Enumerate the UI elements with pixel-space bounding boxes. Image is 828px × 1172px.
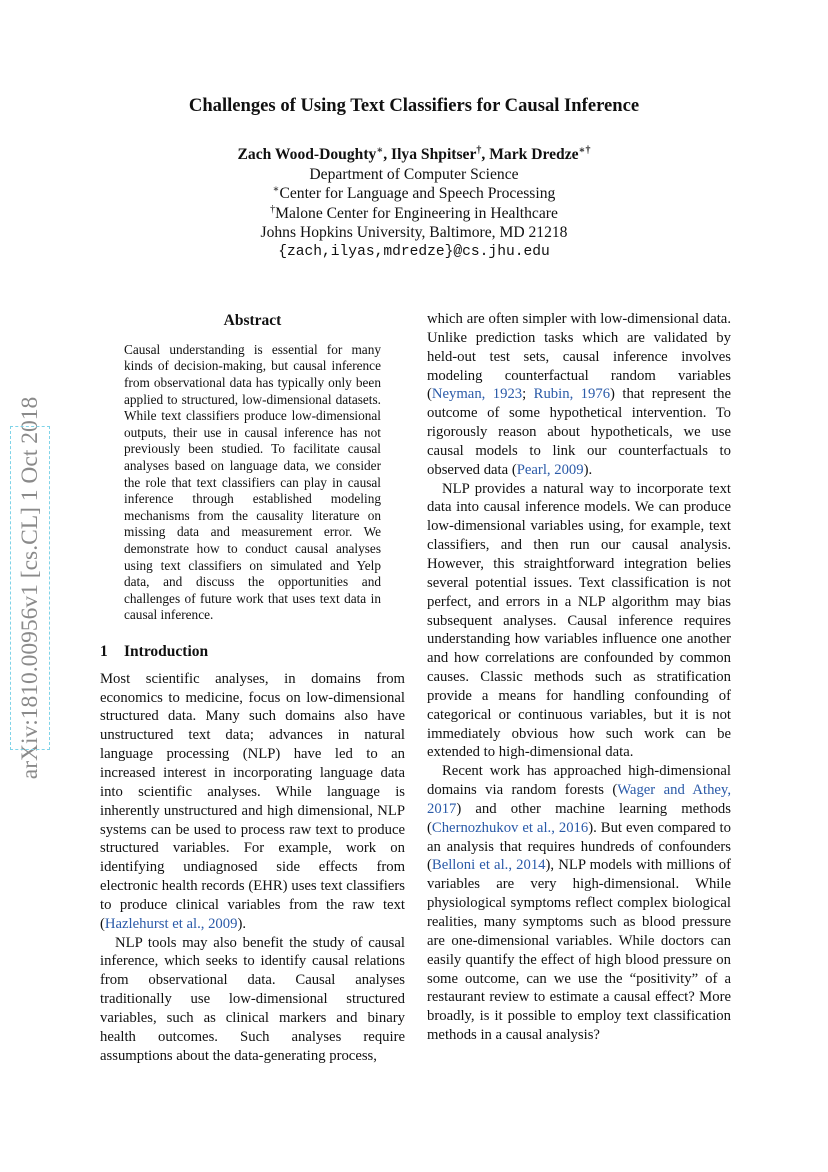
citation-wager-athey[interactable]: Wager and Athey, 2017: [427, 782, 731, 817]
affiliation-1: [0, 184, 828, 204]
university: Johns Hopkins University, Baltimore, MD 21218: [260, 224, 568, 242]
intro-paragraph-2-cont: [427, 310, 731, 480]
r3-text-b: ) and other machine learning methods (: [427, 800, 731, 836]
department: Department of Computer Science: [309, 165, 519, 183]
arxiv-sidebar-stamp[interactable]: arXiv:1810.00956v1 [cs.CL] 1 Oct 2018: [12, 428, 48, 748]
section-heading-introduction: [100, 643, 405, 662]
right-column: [427, 310, 731, 1045]
intro-paragraph-3: NLP provides a natural way to incorporate text data into causal inference models. We can produce low-dimensional variables using, for example, text classifiers, and then run our causal analysis. However, this straightforward integration belies several potential issues. Text classification is not perfect, and errors in a NLP algorithm may bias subsequent analyses. Causal inference requires understanding how variables influence one another and how correlations are confounded by common causes. Classic methods such as stratification provide a means for handling confounding of categorical or continuous variables, but it is not immediately obvious how such work can be extended to high-dimensional data.: [427, 480, 731, 761]
affiliation-1-text: Center for Language and Speech Processing: [279, 185, 556, 203]
r1-text-b: ) that represent the outcome of some hypothetical intervention. To rigorously reason about hypotheticals, we use causal models to link our counterfactuals to observed data (: [427, 386, 731, 478]
affiliation-2: [0, 204, 828, 224]
r3-text-d: ), NLP models with millions of variables are very high-dimensional. While physiological symptoms reflect complex biological realities, many symptoms such as blood pressure are one-dimensional variables. While doctors can easily quantify the effect of high blood pressure on some outcome, can we use the “positivity” of a restaurant review to estimate a causal effect? More broadly, is it possible to employ text classification methods in a causal analysis?: [427, 857, 731, 1044]
r3-text-c: ). But even compared to an analysis that requires hundreds of confounders (: [427, 819, 731, 874]
abstract-heading: Abstract: [223, 312, 282, 329]
r1-text-c: ).: [583, 461, 593, 478]
citation-chernozhukov[interactable]: Chernozhukov et al., 2016: [431, 819, 589, 836]
paper-title: Challenges of Using Text Classifiers for Causal Inference: [188, 95, 640, 116]
intro-p1-end: ).: [237, 915, 247, 932]
abstract-text: Causal understanding is essential for many kinds of decision-making, but causal inference from observational data has typically only been applied to structured, low-dimensional datasets. While text classifiers produce low-dimensional outputs, their use in causal inference has not previously been studied. To facilitate causal analyses based on language data, we consider the role that text classifiers can play in causal inference through established modeling mechanisms from the causality literature on missing data and measurement error. We demonstrate how to conduct causal analyses using text classifiers on simulated and Yelp data, and discuss the opportunities and challenges of future work that uses text data in causal inference.: [124, 341, 381, 623]
r3-text-a: Recent work has approached high-dimensional domains via random forests (: [427, 763, 731, 799]
intro-paragraph-2: NLP tools may also benefit the study of causal inference, which seeks to identify causal relations from observational data. Causal analyses traditionally use low-dimensional structured variables, such as clinical markers and binary health outcomes. Such analyses require assumptions about the data-generating process,: [100, 934, 405, 1064]
left-column: [100, 310, 405, 1066]
r1-sep: ;: [522, 386, 534, 403]
author-3: , Mark Dredze: [481, 146, 579, 163]
author-2-mark: †: [476, 144, 482, 156]
citation-hazlehurst[interactable]: Hazlehurst et al., 2009: [104, 915, 238, 932]
affiliation-2-text: Malone Center for Engineering in Healthcare: [275, 204, 558, 222]
author-1-mark: ∗: [376, 144, 384, 156]
author-1: Zach Wood-Doughty: [237, 146, 377, 163]
intro-paragraph-4: [427, 762, 731, 1045]
intro-paragraph-1: [100, 670, 405, 934]
r1-text-a: which are often simpler with low-dimensional data. Unlike prediction tasks which are validated by held-out test sets, causal inference involves modeling counterfactual random variables (: [427, 311, 731, 403]
author-emails: {zach,ilyas,mdredze}@cs.jhu.edu: [278, 243, 550, 260]
author-block: [0, 145, 828, 263]
author-names: [0, 145, 828, 165]
author-3-mark: ∗†: [578, 144, 591, 156]
citation-pearl[interactable]: Pearl, 2009: [516, 461, 584, 478]
intro-p1-text: Most scientific analyses, in domains from economics to medicine, focus on low-dimensional structured data. Many such domains also have unstructured text data; advances in natural language processing (NLP) have led to an increased interest in incorporating language data into scientific analyses. While language is inherently unstructured and high dimensional, NLP systems can be used to process raw text to produce structured variables. For example, work on identifying undiagnosed side effects from electronic health records (EHR) uses text classifiers to produce clinical variables from the raw text (: [100, 670, 405, 932]
section-number: 1: [100, 642, 108, 660]
citation-belloni[interactable]: Belloni et al., 2014: [431, 857, 546, 874]
citation-neyman[interactable]: Neyman, 1923: [431, 386, 523, 403]
affiliation-1-mark: ∗: [272, 184, 280, 195]
author-2: , Ilya Shpitser: [383, 146, 477, 163]
section-title: Introduction: [124, 642, 209, 660]
affiliation-2-mark: †: [270, 203, 276, 215]
citation-rubin[interactable]: Rubin, 1976: [533, 386, 611, 403]
